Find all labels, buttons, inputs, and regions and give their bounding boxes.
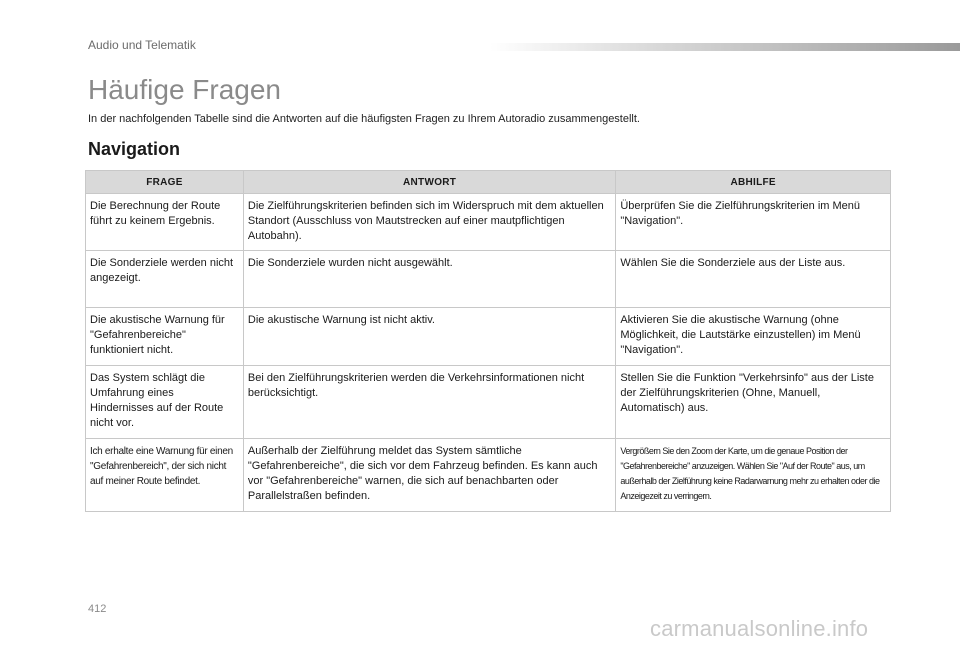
cell-antwort: Die Zielführungskriterien befinden sich im Widerspruch mit dem aktuellen Standort (Ausschluss von Mautstrecken auf einer mautpflichtigen Autobahn). <box>243 194 615 251</box>
cell-antwort: Die Sonderziele wurden nicht ausgewählt. <box>243 251 615 308</box>
cell-frage: Das System schlägt die Umfahrung eines Hindernisses auf der Route nicht vor. <box>86 366 244 439</box>
column-header-frage: FRAGE <box>86 171 244 194</box>
table-row <box>86 251 891 308</box>
intro-text: In der nachfolgenden Tabelle sind die Antworten auf die häufigsten Fragen zu Ihrem Autoradio zusammengestellt. <box>88 113 640 125</box>
cell-abhilfe: Vergrößern Sie den Zoom der Karte, um die genaue Position der "Gefahrenbereiche" anzuzeigen. Wählen Sie "Auf der Route" aus, um außerhalb der Zielführung keine Radarwarnung mehr zu erhalten oder die Anzeigezeit zu verringern. <box>616 439 891 512</box>
cell-frage: Die Sonderziele werden nicht angezeigt. <box>86 251 244 308</box>
page-title: Häufige Fragen <box>88 74 282 105</box>
cell-antwort: Die akustische Warnung ist nicht aktiv. <box>243 308 615 366</box>
page-number: 412 <box>88 603 107 615</box>
cell-antwort: Außerhalb der Zielführung meldet das System sämtliche "Gefahrenbereiche", die sich vor dem Fahrzeug befinden. Es kann auch vor "Gefahrenbereiche" warnen, die sich auf benachbarten oder Parallelstraßen befinden. <box>243 439 615 512</box>
cell-frage: Ich erhalte eine Warnung für einen "Gefahrenbereich", der sich nicht auf meiner Route befindet. <box>86 439 244 512</box>
table-row <box>86 194 891 251</box>
cell-frage: Die Berechnung der Route führt zu keinem Ergebnis. <box>86 194 244 251</box>
cell-frage: Die akustische Warnung für "Gefahrenbereiche" funktioniert nicht. <box>86 308 244 366</box>
table-row <box>86 366 891 439</box>
section-title: Navigation <box>88 139 181 159</box>
table-row <box>86 308 891 366</box>
cell-abhilfe: Stellen Sie die Funktion "Verkehrsinfo" aus der Liste der Zielführungskriterien (Ohne, Manuell, Automatisch) aus. <box>616 366 891 439</box>
cell-abhilfe: Überprüfen Sie die Zielführungskriterien im Menü "Navigation". <box>616 194 891 251</box>
faq-table <box>85 170 891 512</box>
cell-abhilfe: Aktivieren Sie die akustische Warnung (ohne Möglichkeit, die Lautstärke einzustellen) im Menü "Navigation". <box>616 308 891 366</box>
cell-abhilfe: Wählen Sie die Sonderziele aus der Liste aus. <box>616 251 891 308</box>
header-gradient-bar <box>490 43 960 51</box>
table-row <box>86 439 891 512</box>
column-header-antwort: ANTWORT <box>243 171 615 194</box>
table-header-row <box>86 171 891 194</box>
cell-antwort: Bei den Zielführungskriterien werden die Verkehrsinformationen nicht berücksichtigt. <box>243 366 615 439</box>
column-header-abhilfe: ABHILFE <box>616 171 891 194</box>
section-label: Audio und Telematik <box>88 38 196 52</box>
watermark-text: carmanualsonline.info <box>650 616 869 641</box>
